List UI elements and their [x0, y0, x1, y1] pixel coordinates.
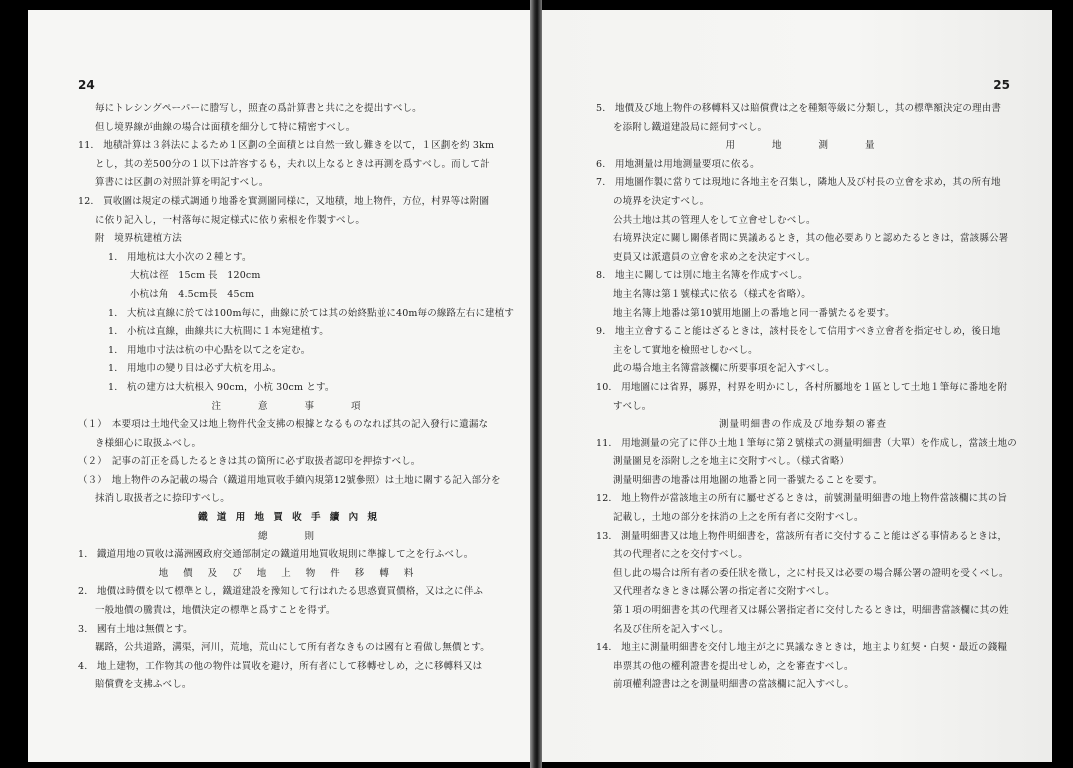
text-line: 2. 地價は時價を以て標準とし，鐵道建設を豫知して行はれたる思惑賣買價格，又は之に伴ふ [78, 586, 484, 598]
page-number: 25 [993, 78, 1010, 92]
text-line: 1. 大杭は直線に於ては100m毎に，曲線に於ては其の始終點並に40m毎の線路左右に建植す [108, 307, 515, 319]
text-line: 6. 用地測量は用地測量要項に依る。 [596, 158, 760, 170]
text-line: （２） 記事の訂正を爲したるときは其の箇所に必ず取扱者認印を押捺すべし。 [78, 456, 421, 468]
text-line: とし，其の差500分の１以下は許容するも，夫れ以上なるときは再測を爲すべし。而して計 [95, 158, 490, 170]
text-line: 10. 用地圖には省界，縣界，村界を明かにし，各村所屬地を１區として土地１筆毎に番地を附 [596, 381, 1008, 393]
text-line: すべし。 [613, 400, 652, 412]
text-line: 地主名簿は第１號様式に依る（様式を省略）。 [613, 288, 811, 300]
text-line: 11. 用地測量の完了に伴ひ土地１筆毎に第２號様式の測量明細書（大單）を作成し，當該土地の [596, 437, 1017, 449]
section-heading: 測量明細書の作成及び地券類の審查 [718, 419, 887, 431]
text-line: 7. 用地圖作製に當りては現地に各地主を召集し，隣地人及び村長の立會を求め，其の所有地 [596, 177, 1001, 189]
text-line: （３） 地上物件のみ記載の場合（鐵道用地買收手續內規第12號參照）は土地に關する記入部分を [78, 474, 501, 486]
text-line: 第１項の明細書を其の代理者又は縣公署指定者に交付したるときは，明細書當該欄に其の姓 [613, 605, 1009, 617]
text-line: （１） 本要項は土地代金又は地上物件代金支拂の根據となるものなれば其の記入發行に遺漏な [78, 419, 489, 431]
section-heading: 地 價 及 び 地 上 物 件 移 轉 料 [158, 567, 420, 579]
text-line: 3. 國有土地は無價とす。 [78, 623, 193, 635]
text-line: 前項權利證書は之を測量明細書の當該欄に記入すべし。 [613, 679, 855, 691]
text-line: 12. 買收圖は規定の様式調通り地番を實測圖同様に，又地積，地上物件，方位，村界等は附圖 [78, 195, 490, 207]
text-line: 1. 用地巾寸法は杭の中心點を以て之を定む。 [108, 344, 311, 356]
section-heading: 附 境界杭建植方法 [95, 233, 182, 245]
section-heading: 總 則 [257, 530, 320, 542]
stake-spec-small [78, 286, 500, 305]
text-line: 8. 地主に關しては別に地主名簿を作成すべし。 [596, 270, 808, 282]
text-line: 測量圖見を添附し之を地主に交附すべし。（様式省略） [613, 456, 850, 468]
text-line: 1. 用地杭は大小次の２種とす。 [108, 251, 252, 263]
text-line: を添附し鐵道建設局に經伺すべし。 [613, 121, 768, 133]
stake-length: 長 120cm [208, 270, 261, 282]
text-line: 1. 小杭は直線，曲線共に大杭間に１本宛建植す。 [108, 326, 329, 338]
text-line: 1. 杭の建方は大杭根入 90cm，小杭 30cm とす。 [108, 381, 335, 393]
document-title: 鐵 道 用 地 買 收 手 續 內 規 [198, 512, 380, 524]
text-line: 吏員又は派遣員の立會を求め之を決定すべし。 [613, 251, 816, 263]
text-line: 但し此の場合は所有者の委任狀を徵し，之に村長又は必要の場合縣公署の證明を受くべし。 [613, 567, 1009, 579]
stake-spec-large [78, 267, 500, 286]
text-line: 算書には区劃の対照計算を明記すべし。 [95, 177, 269, 189]
text-line: 賠償費を支拂ふべし。 [95, 679, 192, 691]
text-line: に依り記入し，一村落毎に規定様式に依り索根を作製すべし。 [95, 214, 366, 226]
text-line: 14. 地主に測量明細書を交付し地主が之に異議なきときは，地主より紅契・白契・最近の錢糧 [596, 642, 1008, 654]
text-line: 串票其の他の權利證書を提出せしめ，之を審查すべし。 [613, 660, 854, 672]
text-line: 但し境界線が曲線の場合は面積を細分して特に精密すべし。 [95, 121, 356, 133]
text-line: 13. 測量明細書又は地上物件明細書を，當該所有者に交付すること能はざる事情あるときは， [596, 530, 1008, 542]
stake-length: 長 45cm [208, 288, 255, 300]
text-line: 1. 用地巾の變り目は必ず大杭を用ふ。 [108, 363, 282, 375]
text-line: 抹消し取扱者之に捺印すべし。 [95, 493, 230, 505]
text-line: 記載し，土地の部分を抹消の上之を所有者に交附すべし。 [613, 512, 864, 524]
text-line: 毎にトレシングペーパーに謄写し，照査の爲計算書と共に之を提出すべし。 [95, 103, 422, 114]
text-line: 地主名簿上地番は第10號用地圖上の番地と同一番號たるを要す。 [613, 307, 895, 319]
text-line: 4. 地上建物，工作物其の他の物件は買收を避け，所有者にして移轉せしめ，之に移轉料又は [78, 660, 483, 672]
stake-diameter: 大杭は徑 15cm [130, 270, 206, 282]
text-line: 名及び住所を記入すべし。 [613, 623, 729, 635]
text-line: 此の場合地主名簿當該欄に所要事項を記入すべし。 [613, 363, 835, 375]
text-line: 9. 地主立會すること能はざるときは，該村長をして信用すべき立會者を指定せしめ，後日地 [596, 326, 1001, 338]
text-line: 1. 鐵道用地の買收は滿洲國政府交通部制定の鐵道用地買收規則に準據して之を行ふべし。 [78, 549, 474, 561]
text-line: 11. 地積計算は３斜法によるため１区劃の全面積とは自然一致し難きを以て，１区劃を約 3km [78, 140, 495, 152]
text-line: 其の代理者に之を交付すべし。 [613, 549, 748, 561]
section-heading: 注 意 事 項 [211, 400, 367, 412]
text-line: き様細心に取扱ふべし。 [95, 437, 202, 449]
book-gutter [530, 0, 542, 768]
text-line: の境界を決定すべし。 [613, 195, 710, 207]
section-heading: 用 地 測 量 [725, 140, 881, 152]
page-number: 24 [78, 78, 95, 92]
left-page [28, 10, 530, 762]
text-line: 又代理者なきときは縣公署の指定者に交附すべし。 [613, 586, 835, 598]
text-line: 12. 地上物件が當該地主の所有に屬せざるときは，前號測量明細書の地上物件當該欄に其の旨 [596, 493, 1008, 505]
text-line: 右境界決定に關し關係者間に異議あるとき，其の他必要ありと認めたるときは，當該縣公署 [613, 233, 1009, 245]
stake-diameter: 小杭は角 4.5cm [130, 288, 209, 300]
right-page [542, 10, 1052, 762]
text-line: 一般地價の騰貴は，地價決定の標準と爲すことを得ず。 [95, 605, 336, 617]
text-line: 測量明細書の地番は用地圖の地番と同一番號たることを要す。 [613, 474, 883, 486]
text-line: 主をして實地を檢照せしむべし。 [613, 344, 758, 356]
text-line: 羈路，公共道路，溝渠，河川，荒地，荒山にして所有者なきものは國有と看做し無價とす。 [95, 642, 490, 654]
text-line: 公共土地は其の管理人をして立會せしむべし。 [613, 214, 816, 226]
text-line: 5. 地價及び地上物件の移轉料又は賠償費は之を種類等級に分類し，其の標準額決定の理由書 [596, 103, 1002, 114]
